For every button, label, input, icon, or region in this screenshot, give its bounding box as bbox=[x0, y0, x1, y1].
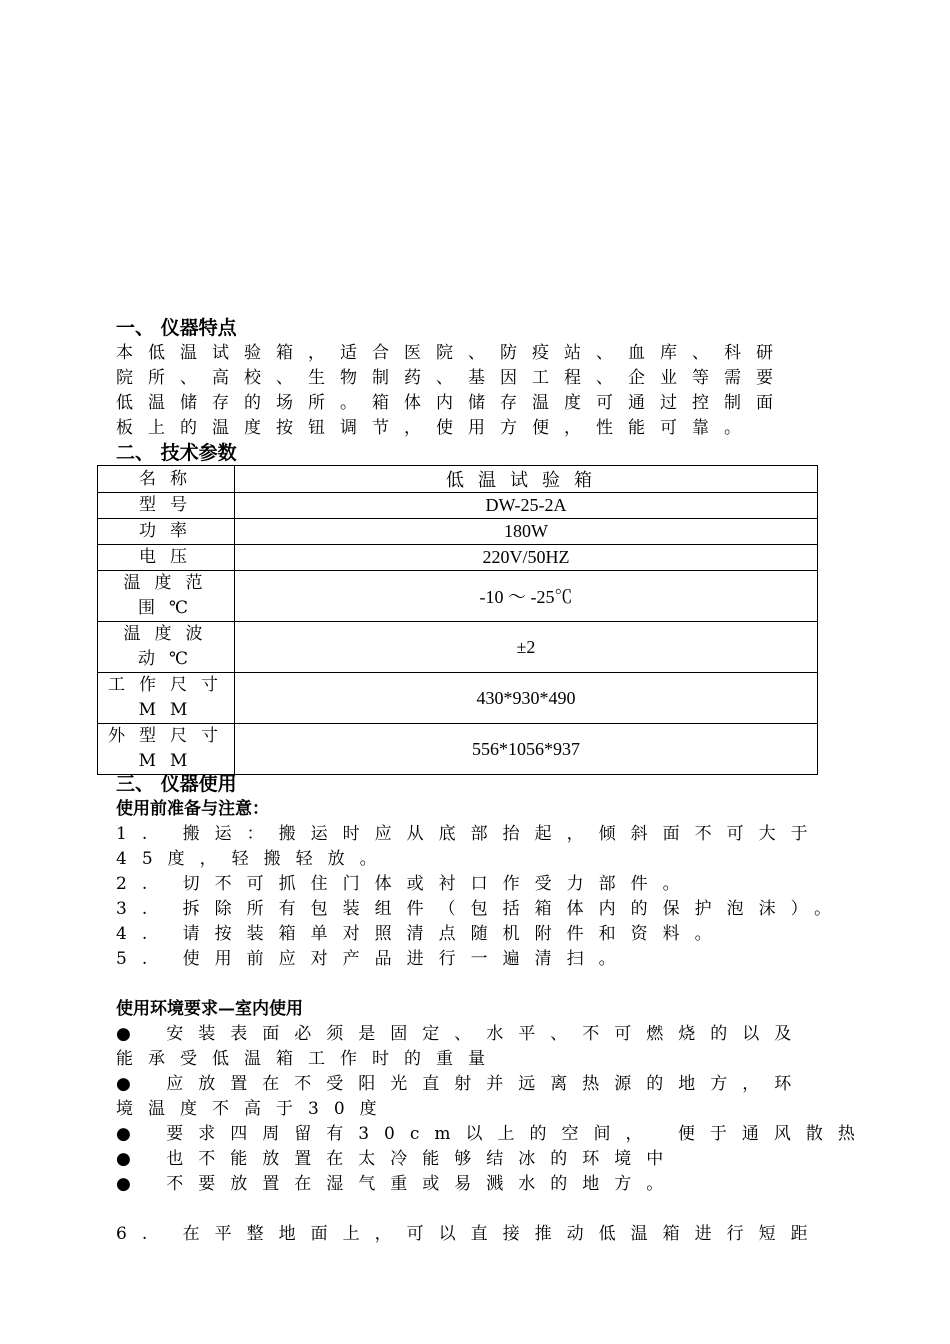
spec-key: 功率 bbox=[98, 519, 235, 545]
env-line-1: ● 安装表面必须是固定、水平、不可燃烧的以及 bbox=[116, 1024, 807, 1044]
prep-line-6: 5. 使用前应对产品进行一遍清扫。 bbox=[116, 949, 631, 969]
spec-value: 低温试验箱 bbox=[235, 466, 818, 493]
tail-line: 6. 在平整地面上，可以直接推动低温箱进行短距 bbox=[116, 1224, 823, 1244]
spec-key: 温度范围℃ bbox=[98, 571, 235, 622]
prep-line-3: 2. 切不可抓住门体或衬口作受力部件。 bbox=[116, 874, 695, 894]
env-title: 使用环境要求—室内使用 bbox=[116, 999, 303, 1019]
env-line-5: ● 要求四周留有30cm以上的空间， 便于通风散热 bbox=[116, 1124, 870, 1144]
env-line-7: ● 不要放置在湿气重或易溅水的地方。 bbox=[116, 1174, 679, 1194]
spec-table bbox=[97, 465, 818, 775]
table-row bbox=[98, 519, 818, 545]
table-row bbox=[98, 571, 818, 622]
table-row bbox=[98, 493, 818, 519]
section-2-title: 二、 技术参数 bbox=[116, 442, 237, 464]
env-line-3: ● 应放置在不受阳光直射并远离热源的地方，环 bbox=[116, 1074, 807, 1094]
table-row bbox=[98, 545, 818, 571]
table-row bbox=[98, 622, 818, 673]
table-row bbox=[98, 724, 818, 775]
spec-value: 556*1056*937 bbox=[235, 724, 818, 775]
env-line-4: 境温度不高于30度 bbox=[116, 1099, 392, 1119]
spec-value: 180W bbox=[235, 519, 818, 545]
spec-key: 电压 bbox=[98, 545, 235, 571]
env-line-6: ● 也不能放置在太冷能够结冰的环境中 bbox=[116, 1149, 679, 1169]
spec-value: ±2 bbox=[235, 622, 818, 673]
spec-value: DW-25-2A bbox=[235, 493, 818, 519]
section-1-title: 一、 仪器特点 bbox=[116, 317, 237, 339]
table-row bbox=[98, 466, 818, 493]
usage-section bbox=[116, 772, 870, 1247]
section-3-title: 三、 仪器使用 bbox=[116, 773, 237, 795]
spec-key: 工作尺寸MM bbox=[98, 673, 235, 724]
spec-key: 名称 bbox=[98, 466, 235, 493]
prep-line-4: 3. 拆除所有包装组件（包括箱体内的保护泡沫）。 bbox=[116, 899, 847, 919]
table-row bbox=[98, 673, 818, 724]
spec-value: 220V/50HZ bbox=[235, 545, 818, 571]
env-line-2: 能承受低温箱工作时的重量 bbox=[116, 1049, 500, 1069]
spec-key: 外型尺寸MM bbox=[98, 724, 235, 775]
prep-title: 使用前准备与注意： bbox=[116, 799, 269, 819]
document-page bbox=[116, 316, 836, 466]
prep-line-2: 45度，轻搬轻放。 bbox=[116, 849, 392, 869]
prep-line-1: 1. 搬运：搬运时应从底部抬起，倾斜面不可大于 bbox=[116, 824, 823, 844]
section-1-line-4: 板上的温度按钮调节，使用方便，性能可靠。 bbox=[116, 418, 756, 438]
section-1-line-1: 本低温试验箱，适合医院、防疫站、血库、科研 bbox=[116, 343, 788, 363]
spec-value: -10 ～ -25℃ bbox=[235, 571, 818, 622]
prep-line-5: 4. 请按装箱单对照清点随机附件和资料。 bbox=[116, 924, 727, 944]
spec-key: 型号 bbox=[98, 493, 235, 519]
section-1-line-2: 院所、高校、生物制药、基因工程、企业等需要 bbox=[116, 368, 788, 388]
spec-value: 430*930*490 bbox=[235, 673, 818, 724]
section-1-line-3: 低温储存的场所。箱体内储存温度可通过控制面 bbox=[116, 393, 788, 413]
spec-key: 温度波动℃ bbox=[98, 622, 235, 673]
